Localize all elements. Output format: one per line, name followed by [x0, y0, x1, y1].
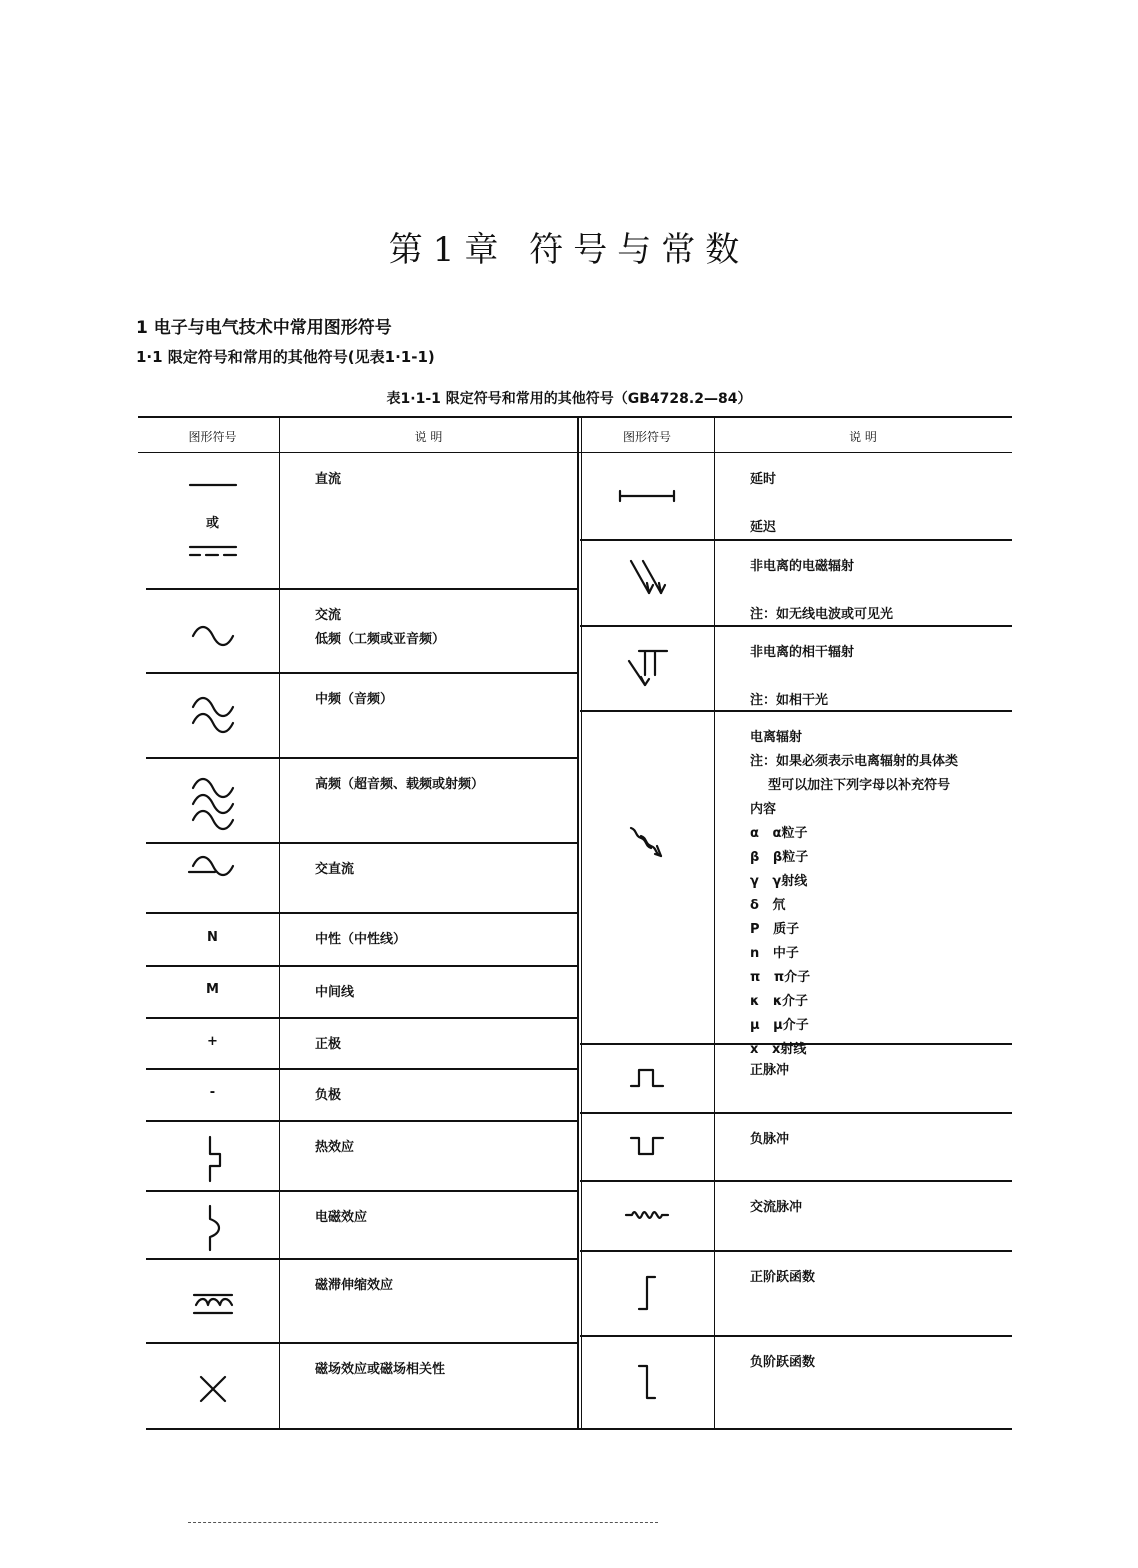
thermal-effect-icon	[198, 1134, 228, 1184]
table-column-rule	[279, 416, 280, 1428]
or-label: 或	[205, 516, 219, 531]
row-description: 负阶跃函数	[750, 1355, 816, 1370]
subsection-heading: 1·1 限定符号和常用的其他符号(见表1·1-1)	[136, 348, 435, 366]
table-rule	[146, 1120, 578, 1122]
table-rule	[146, 1190, 578, 1192]
polarity-symbol: M	[206, 982, 219, 997]
row-description: 正阶跃函数	[750, 1270, 816, 1285]
header-symbol-left: 图形符号	[188, 430, 237, 444]
table-rule	[146, 588, 578, 590]
non-ionizing-radiation-icon	[627, 557, 667, 607]
table-center-rule	[577, 416, 579, 1428]
row-description: 热效应	[315, 1140, 355, 1155]
row-description: 负极	[315, 1088, 342, 1103]
ac-dc-icon	[185, 860, 241, 894]
header-symbol-right: 图形符号	[622, 430, 671, 444]
magnetostriction-icon	[188, 1289, 238, 1319]
header-description-right: 说 明	[849, 430, 877, 444]
row-description: 中性（中性线）	[315, 932, 407, 947]
row-description: 正脉冲	[750, 1063, 790, 1078]
negative-pulse-icon	[627, 1134, 667, 1158]
table-rule	[580, 1250, 1012, 1252]
row-description: 中间线	[315, 985, 355, 1000]
table-rule	[146, 912, 578, 914]
table-rule	[146, 1258, 578, 1260]
table-rule	[146, 965, 578, 967]
chapter-title: 第1章 符号与常数	[388, 230, 750, 270]
row-description: 磁场效应或磁场相关性	[315, 1362, 446, 1377]
row-description: 非电离的电磁辐射 注：如无线电波或可见光	[750, 559, 894, 622]
table-rule	[580, 1180, 1012, 1182]
mid-frequency-icon	[188, 695, 238, 735]
dc-double-line-icon	[188, 544, 238, 558]
table-rule	[146, 757, 578, 759]
row-description: 磁滞伸缩效应	[315, 1278, 394, 1293]
ac-wave-icon	[188, 621, 238, 651]
table-rule	[146, 842, 578, 844]
ac-pulse-icon	[622, 1203, 672, 1227]
coherent-radiation-icon	[625, 645, 669, 691]
row-description: 中频（音频）	[315, 692, 394, 707]
row-description: 负脉冲	[750, 1132, 790, 1147]
row-description: 非电离的相干辐射 注：如相干光	[750, 645, 855, 708]
table-rule	[146, 672, 578, 674]
high-frequency-icon	[188, 776, 238, 832]
header-description-left: 说 明	[414, 430, 443, 444]
table-caption: 表1·1-1 限定符号和常用的其他符号（GB4728.2—84）	[386, 391, 752, 407]
row-description: 正极	[315, 1037, 342, 1052]
table-column-rule	[714, 416, 715, 1428]
table-rule	[138, 416, 1012, 418]
table-center-rule	[581, 416, 582, 1428]
polarity-symbol: N	[207, 929, 218, 945]
positive-step-icon	[635, 1273, 659, 1313]
row-description: 交直流	[315, 862, 355, 877]
dc-line-icon	[188, 482, 238, 488]
ionizing-radiation-icon	[627, 822, 667, 872]
table-rule	[138, 452, 1012, 453]
polarity-symbol: +	[207, 1033, 218, 1049]
row-description: 延时 延迟	[750, 472, 777, 535]
electromagnetic-effect-icon	[198, 1203, 228, 1253]
footer-rule	[188, 1522, 658, 1523]
table-rule	[146, 1342, 578, 1344]
row-description: 高频（超音频、载频或射频）	[315, 777, 485, 792]
table-rule	[146, 1068, 578, 1070]
polarity-symbol: -	[209, 1085, 216, 1100]
delay-icon	[617, 489, 677, 503]
negative-step-icon	[635, 1362, 659, 1402]
table-rule	[580, 539, 1012, 541]
table-rule	[146, 1428, 1012, 1430]
row-description: 交流脉冲	[750, 1200, 803, 1215]
row-description: 直流	[315, 472, 342, 487]
positive-pulse-icon	[627, 1066, 667, 1090]
table-rule	[146, 1017, 578, 1019]
table-rule	[580, 1112, 1012, 1114]
section-heading: 1 电子与电气技术中常用图形符号	[136, 318, 392, 338]
magnetic-field-icon	[198, 1374, 228, 1404]
row-description: 电离辐射 注：如果必须表示电离辐射的具体类 型可以加注下列字母以补充符号 内容 α α粒子 β β粒子 γ γ射线 δ 氘 P 质子 n 中子 π π介子 κ κ介子 μ μ介子 x x射线	[750, 730, 959, 1057]
row-description: 电磁效应	[315, 1210, 368, 1225]
row-description: 交流 低频（工频或亚音频）	[315, 608, 446, 647]
table-rule	[580, 1335, 1012, 1337]
